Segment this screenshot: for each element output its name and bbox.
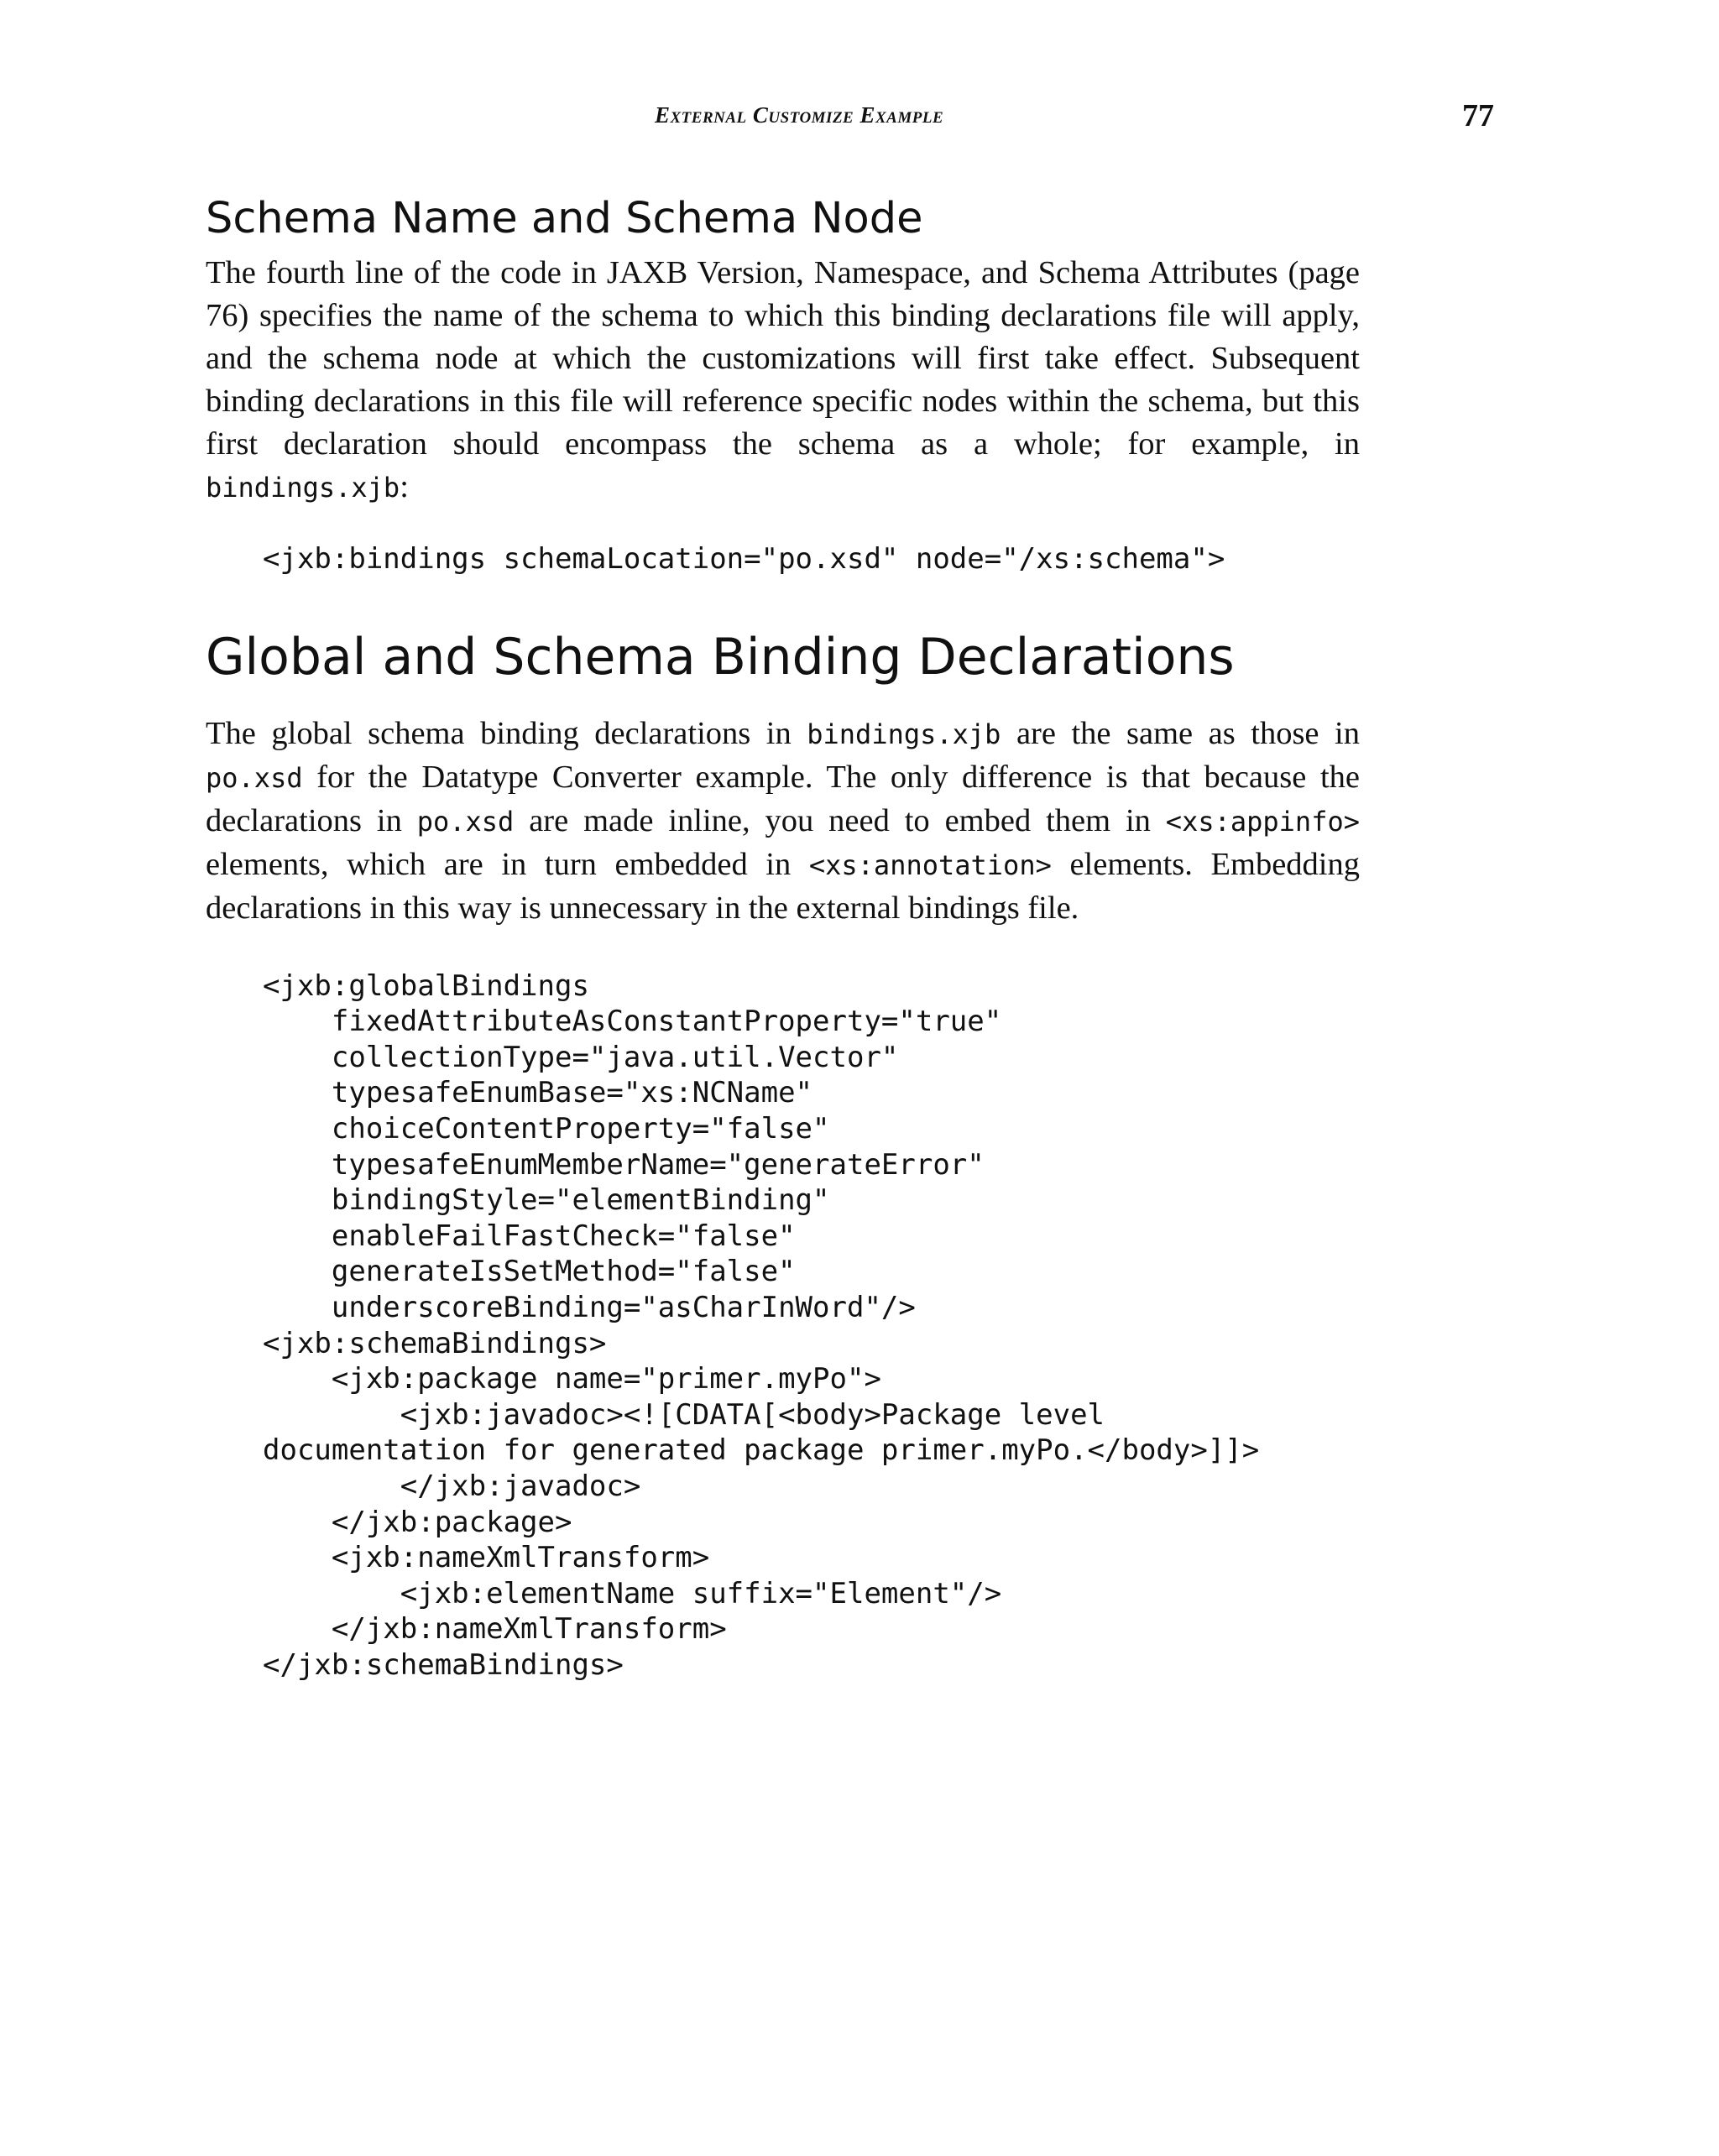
paragraph-text: elements. Embedding declarations in this way is unnecessary in the external bindings file. bbox=[206, 846, 1360, 926]
paragraph-text: are the same as those in bbox=[1001, 715, 1360, 751]
inline-code: po.xsd bbox=[416, 805, 515, 838]
inline-code: po.xsd bbox=[206, 761, 303, 794]
paragraph-text: elements, which are in turn embedded in bbox=[206, 846, 809, 882]
section-heading-schema-name: Schema Name and Schema Node bbox=[206, 194, 923, 243]
inline-code: <xs:appinfo> bbox=[1165, 805, 1360, 838]
section-paragraph-global-bindings bbox=[206, 713, 1360, 930]
code-example-global-bindings: <jxb:globalBindings fixedAttributeAsConstantProperty="true" collectionType="java.util.Vector" typesafeEnumBase="xs:NCName" choiceContentProperty="false" typesafeEnumMemberName="generateError" bindingStyle="elementBinding" enableFailFastCheck="false" generateIsSetMethod="false" underscoreBinding="asCharInWord"/> <jxb:schemaBindings> <jxb:package name="primer.myPo"> <jxb:javadoc><![CDATA[<body>Package level documentation for generated package primer.myPo.</body>]]> </jxb:javadoc> </jxb:package> <jxb:nameXmlTransform> <jxb:elementName suffix="Element"/> </jxb:nameXmlTransform> </jxb:schemaBindings> bbox=[263, 968, 1260, 1682]
code-example-bindings: <jxb:bindings schemaLocation="po.xsd" node="/xs:schema"> bbox=[263, 542, 1225, 576]
running-head-title: External Customize Example bbox=[655, 102, 944, 128]
paragraph-text: The global schema binding declarations in bbox=[206, 715, 807, 751]
paragraph-text: are made inline, you need to embed them in bbox=[514, 802, 1166, 838]
paragraph-text: for the Datatype Converter example. The only difference is that because the declarations in bbox=[206, 759, 1360, 838]
paragraph-text: : bbox=[400, 469, 409, 504]
paragraph-text: The fourth line of the code in JAXB Version, Namespace, and Schema Attributes (page 76) specifies the name of the schema to which this binding declarations file will apply, and the schema node at which the customizations will first take effect. Subsequent binding declarations in this file will reference specific nodes within the schema, but this first declaration should encompass the schema as a whole; for example, in bbox=[206, 255, 1360, 462]
page-content bbox=[206, 191, 1360, 1683]
inline-code: <xs:annotation> bbox=[808, 848, 1052, 881]
page-number: 77 bbox=[1462, 98, 1494, 133]
inline-code: bindings.xjb bbox=[807, 718, 1001, 750]
section-paragraph-schema-name bbox=[206, 252, 1360, 509]
inline-code: bindings.xjb bbox=[206, 472, 400, 504]
running-head bbox=[655, 102, 943, 128]
section-heading-global-bindings: Global and Schema Binding Declarations bbox=[206, 627, 1235, 686]
